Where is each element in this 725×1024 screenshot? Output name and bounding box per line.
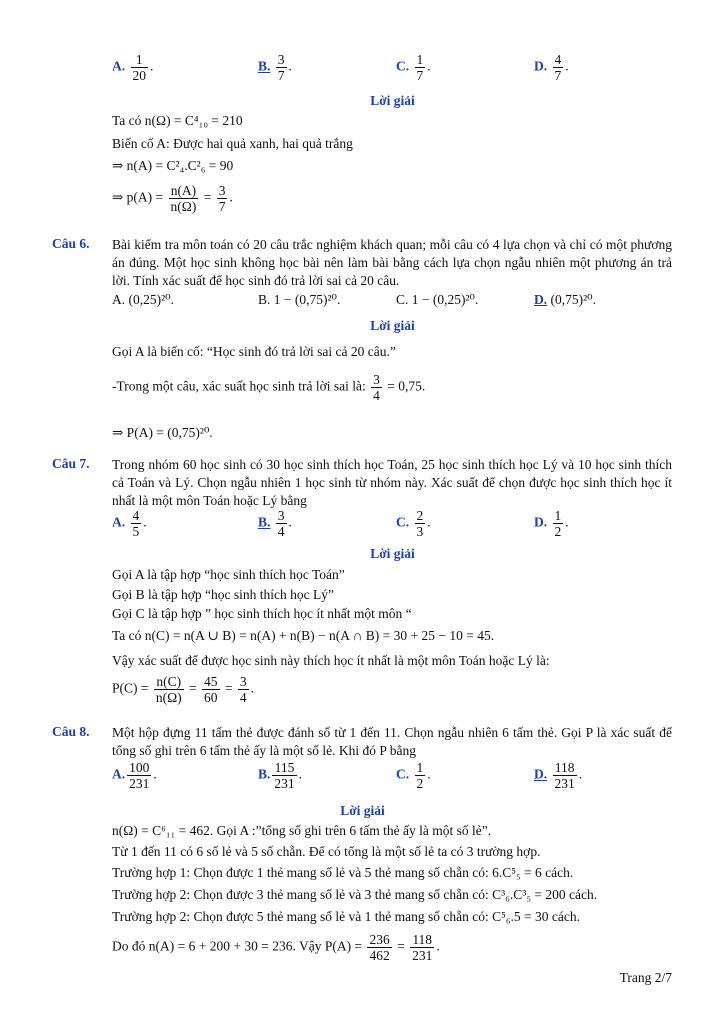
solution-line: Gọi C là tập hợp ” học sinh thích học ít nhất một môn “ <box>112 606 412 621</box>
solution-line: Trường hợp 2: Chọn được 3 thẻ mang số lẻ và 3 thẻ mang số chẵn có: C³₆.C³₅ = 200 cách. <box>112 887 598 902</box>
option-a: A. $\frac{1}{20}$ . <box>112 52 154 83</box>
solution-line: Trường hợp 2: Chọn được 5 thẻ mang số lẻ và 1 thẻ mang số chẵn có: C⁵₆.5 = 30 cách. <box>112 909 581 924</box>
question-label: Câu 7. <box>52 456 90 471</box>
option-b: B. 1 − (0,75)²⁰. <box>258 292 341 307</box>
solution-line: Biến cố A: Được hai quả xanh, hai quả trắng <box>112 136 353 151</box>
question-text: Trong nhóm 60 học sinh có 30 học sinh thích học Toán, 25 học sinh thích học Lý và 10 học sinh thích cả Toán và Lý. Chọn ngẫu nhiên 1 học sinh từ nhóm này. Xác suất để chọn được học sinh thích học ít nhất là một môn Toán hoặc Lý bằng <box>112 457 672 508</box>
solution-line: Ta có n(Ω) = C⁴₁₀ = 210 <box>112 113 243 128</box>
solution-line: Ta có n(C) = n(A ∪ B) = n(A) + n(B) − n(A ∩ B) = 30 + 25 − 10 = 45. <box>112 628 495 643</box>
solution-line: n(Ω) = C⁶₁₁ = 462. Gọi A :”tổng số ghi trên 6 tấm thẻ ấy là một số lẻ”. <box>112 823 492 838</box>
page-number: Trang 2/7 <box>619 970 672 985</box>
option-b: B. $\frac{115}{231}$ . <box>258 760 303 791</box>
solution-formula: ⇒ p(A) = $\frac{n(A)}{n(\Omega)}$ = $\frac{3}{7}$ . <box>112 183 233 214</box>
solution-heading: Lời giải <box>370 93 415 108</box>
option-a: A. (0,25)²⁰. <box>112 292 174 307</box>
option-c: C. $\frac{1}{2}$ . <box>396 760 431 791</box>
solution-line: Vậy xác suất để được học sinh này thích học ít nhất là một môn Toán hoặc Lý là: <box>112 653 550 668</box>
option-d: D. $\frac{4}{7}$ . <box>534 52 569 83</box>
solution-line: Từ 1 đến 11 có 6 số lẻ và 5 số chẵn. Để có tổng là một số lẻ ta có 3 trường hợp. <box>112 844 541 859</box>
option-d: D. $\frac{118}{231}$ . <box>534 760 583 791</box>
option-c: C. $\frac{1}{7}$ . <box>396 52 431 83</box>
solution-line: Gọi B là tập hợp “học sinh thích học Lý” <box>112 587 334 602</box>
question-label: Câu 6. <box>52 236 90 251</box>
option-c: C. $\frac{2}{3}$ . <box>396 508 431 539</box>
solution-formula: P(C) = $\frac{n(C)}{n(\Omega)}$ = $\frac{45}{60}$ = $\frac{3}{4}$ . <box>112 674 255 705</box>
option-a: A. $\frac{100}{231}$ . <box>112 760 157 791</box>
question-label: Câu 8. <box>52 724 90 739</box>
option-d: D. $\frac{1}{2}$ . <box>534 508 569 539</box>
solution-heading: Lời giải <box>370 318 415 333</box>
solution-line: Gọi A là biến cố: “Học sinh đó trả lời sai cả 20 câu.” <box>112 344 396 359</box>
solution-formula: -Trong một câu, xác suất học sinh trả lời sai là: $\frac{3}{4}$ = 0,75. <box>112 372 426 403</box>
option-c: C. 1 − (0,25)²⁰. <box>396 292 479 307</box>
question-text: Một hộp đựng 11 tấm thẻ được đánh số từ 1 đến 11. Chọn ngẫu nhiên 6 tấm thẻ. Gọi P là xác suất để tổng số ghi trên 6 tấm thẻ ấy là một số lẻ. Khi đó P bằng <box>112 725 672 758</box>
option-b: B. $\frac{3}{4}$ . <box>258 508 292 539</box>
question-text: Bài kiểm tra môn toán có 20 câu trắc nghiệm khách quan; mỗi câu có 4 lựa chọn và chỉ có một phương án đúng. Một học sinh không học bài nên làm bài bằng cách lựa chọn ngẫu nhiên một phương án trả lời. Tính xác suất để học sinh đó trả lời sai cả 20 câu. <box>112 237 672 288</box>
solution-line: ⇒ P(A) = (0,75)²⁰. <box>112 425 213 440</box>
solution-formula: Do đó n(A) = 6 + 200 + 30 = 236. Vậy P(A) = $\frac{236}{462}$ = $\frac{118}{231}$ . <box>112 932 440 963</box>
option-a: A. $\frac{4}{5}$ . <box>112 508 147 539</box>
solution-heading: Lời giải <box>370 546 415 561</box>
option-d: D. (0,75)²⁰. <box>534 292 596 307</box>
solution-line: Gọi A là tập hợp “học sinh thích học Toán” <box>112 567 345 582</box>
solution-heading: Lời giải <box>340 803 385 818</box>
solution-line: ⇒ n(A) = C²₄.C²₆ = 90 <box>112 158 234 173</box>
option-b: B. $\frac{3}{7}$ . <box>258 52 292 83</box>
solution-line: Trường hợp 1: Chọn được 1 thẻ mang số lẻ và 5 thẻ mang số chẵn có: 6.C⁵₅ = 6 cách. <box>112 865 574 880</box>
